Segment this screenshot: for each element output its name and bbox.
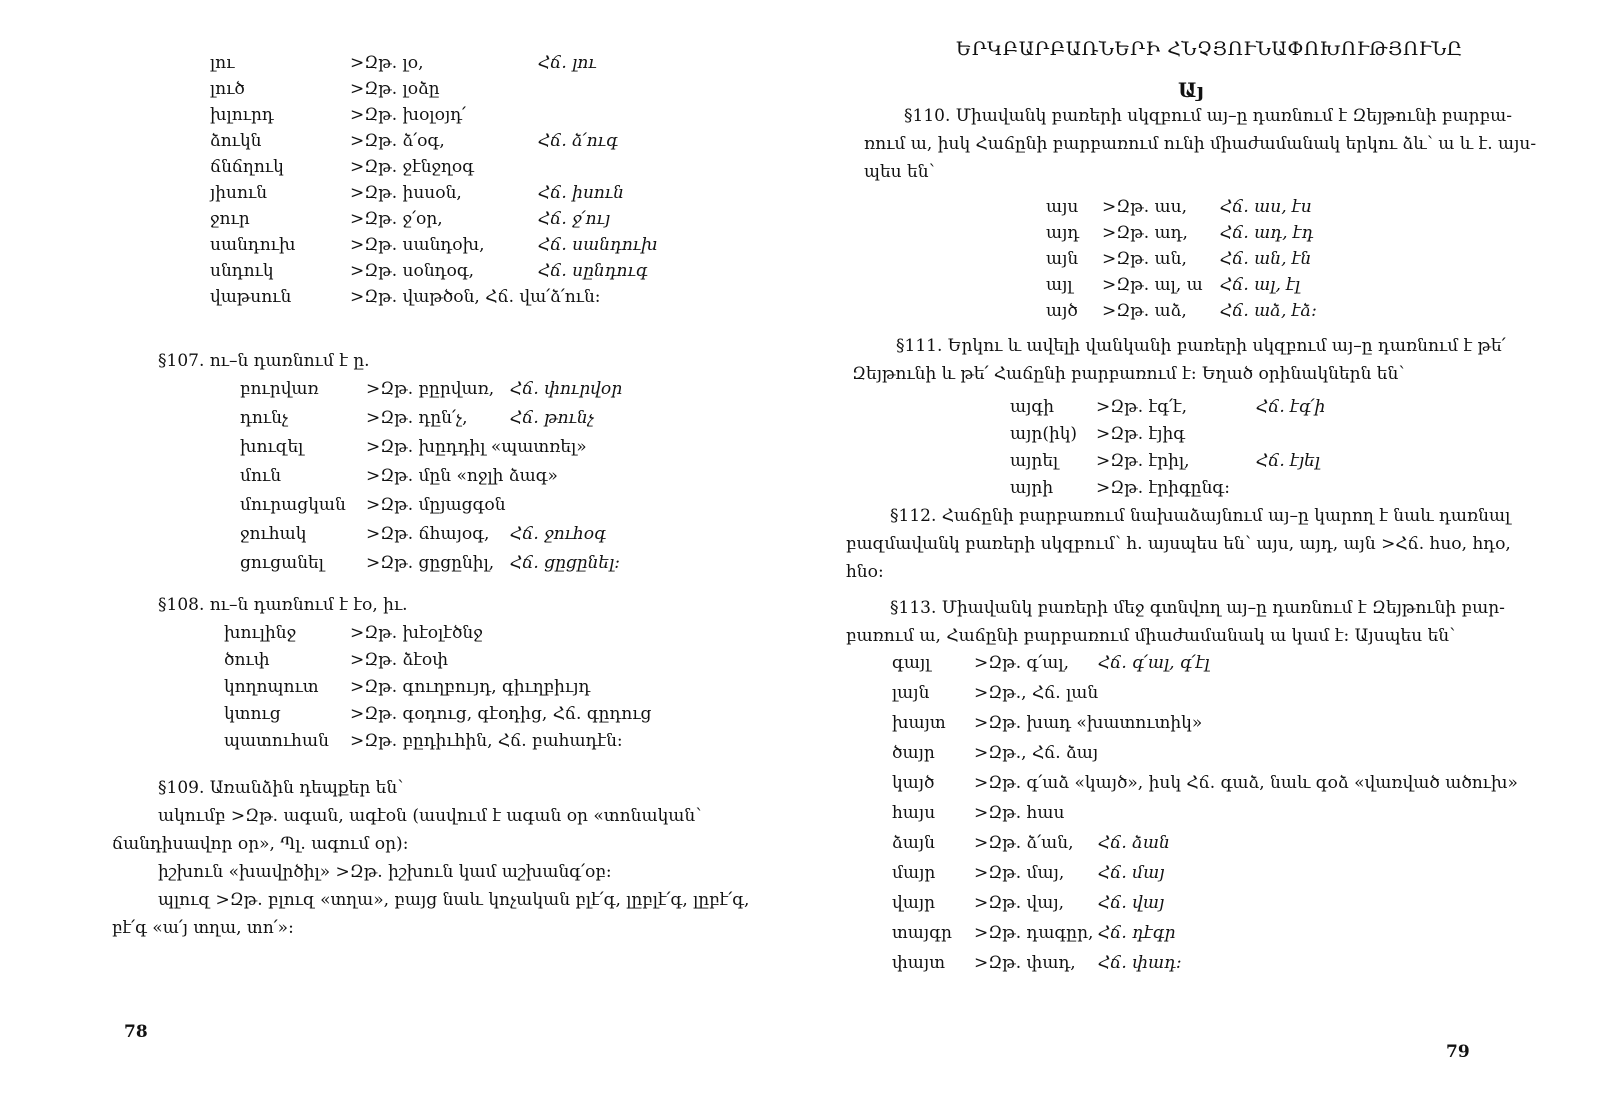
word-row <box>210 260 810 282</box>
zeitun-form: >Զթ. իսսօն, <box>350 183 462 203</box>
headword: պատուհան <box>224 731 329 751</box>
zeitun-form: >Զթ. էյիգ <box>1096 424 1186 444</box>
word-row <box>892 652 1492 674</box>
zeitun-form: >Զթ. ջ՛օր, <box>350 209 443 229</box>
headword: ծուփ <box>224 650 270 670</box>
word-row <box>892 712 1492 734</box>
headword: այրել <box>1010 451 1059 471</box>
hadjin-form: Հճ. թունչ <box>510 408 594 428</box>
hadjin-form: Հճ. մայ <box>1098 863 1165 883</box>
zeitun-form: >Զթ. խադ «խատուտիկ» <box>974 713 1203 733</box>
zeitun-form: >Զթ. խէօլէծնջ <box>350 623 483 643</box>
hadjin-form: Հճ. ադ, էդ <box>1220 223 1314 243</box>
headword: այս <box>1046 197 1079 217</box>
headword: լուծ <box>210 79 245 99</box>
hadjin-form: Հճ. էգ՛ի <box>1256 397 1326 417</box>
hadjin-form: Հճ. աս, էս <box>1220 197 1312 217</box>
word-row <box>1046 248 1601 270</box>
zeitun-form: >Զթ. գուղբույդ, գիւղբիւյդ <box>350 677 591 697</box>
word-row <box>1046 196 1601 218</box>
headword: խուզել <box>240 437 304 457</box>
zeitun-form: >Զթ. խըդդիլ «պատռել» <box>366 437 587 457</box>
headword: խայտ <box>892 713 946 733</box>
headword: ճնճղուկ <box>210 157 284 177</box>
section-109-paragraph <box>112 774 749 942</box>
zeitun-form: >Զթ. էգ՛է, <box>1096 397 1187 417</box>
word-row <box>224 622 824 644</box>
zeitun-form: >Զթ. ցըցընիլ, <box>366 553 495 573</box>
word-row <box>210 104 810 126</box>
zeitun-form: >Զթ. հաս <box>974 803 1065 823</box>
word-row <box>240 494 840 516</box>
hadjin-form: Հճ. ձան <box>1098 833 1170 853</box>
zeitun-form: >Զթ., Հճ. ձայ <box>974 743 1099 763</box>
zeitun-form: >Զթ. ձէօփ <box>350 650 449 670</box>
zeitun-form: >Զթ. սօնդօգ, <box>350 261 475 281</box>
zeitun-form: >Զթ. գօդուց, գէօդից, Հճ. գըդուց <box>350 704 652 724</box>
right-page <box>800 0 1601 1114</box>
text-line: ակումբ >Զթ. ագան, ագէօն (ասվում է ագան օր «տոնական՝ <box>158 806 702 826</box>
word-row <box>892 862 1492 884</box>
hadjin-form: Հճ. սընդուգ <box>538 261 648 281</box>
headword: խլուրդ <box>210 105 274 125</box>
word-row <box>1046 300 1601 322</box>
headword: ձուկն <box>210 131 262 151</box>
word-row <box>892 922 1492 944</box>
headword: կայծ <box>892 773 935 793</box>
hadjin-form: Հճ. սանդուխ <box>538 235 658 255</box>
word-row <box>240 378 840 400</box>
headword: յիսուն <box>210 183 268 203</box>
zeitun-form: >Զթ. աս, <box>1102 197 1188 217</box>
headword: մուն <box>240 466 282 486</box>
hadjin-form: Հճ. լու <box>538 53 597 73</box>
zeitun-form: >Զթ. մըյացգօն <box>366 495 506 515</box>
hadjin-form: Հճ. ան, էն <box>1220 249 1312 269</box>
text-line: պես են՝ <box>864 162 935 182</box>
hadjin-form: Հճ. վայ <box>1098 893 1165 913</box>
headword: բուրվառ <box>240 379 319 399</box>
headword: այրի <box>1010 478 1054 498</box>
headword: վաթսուն <box>210 287 292 307</box>
zeitun-form: >Զթ. ադ, <box>1102 223 1188 243</box>
headword: այր(իկ) <box>1010 424 1078 444</box>
word-row <box>210 52 810 74</box>
zeitun-form: >Զթ. վաթծօն, Հճ. վա՛ձ՛ուն: <box>350 287 601 307</box>
word-row <box>892 802 1492 824</box>
headword: լու <box>210 53 235 73</box>
word-row <box>224 703 824 725</box>
zeitun-form: >Զթ. գ՛աձ «կայծ», իսկ Հճ. գաձ, նաև գօձ «վառված ածուխ» <box>974 773 1518 793</box>
word-row <box>892 682 1492 704</box>
word-row <box>240 465 840 487</box>
zeitun-form: >Զթ. սանդօխ, <box>350 235 485 255</box>
word-row <box>240 552 840 574</box>
headword: այծ <box>1046 301 1078 321</box>
headword: այլ <box>1046 275 1073 295</box>
zeitun-form: >Զթ. ջէնջղօգ <box>350 157 475 177</box>
word-row <box>1010 450 1601 472</box>
hadjin-form: Հճ. դէգր <box>1098 923 1176 943</box>
headword: վայր <box>892 893 936 913</box>
headword: ջուր <box>210 209 250 229</box>
headword: սնդուկ <box>210 261 274 281</box>
chapter-subtitle: Այ <box>1178 78 1205 102</box>
zeitun-form: >Զթ. վայ, <box>974 893 1065 913</box>
zeitun-form: >Զթ. դագըր, <box>974 923 1094 943</box>
headword: այգի <box>1010 397 1054 417</box>
word-row <box>1046 274 1601 296</box>
zeitun-form: >Զթ. դըն՛չ, <box>366 408 468 428</box>
word-row <box>240 523 840 545</box>
hadjin-form: Հճ. փադ: <box>1098 953 1182 973</box>
word-row <box>210 208 810 230</box>
text-line: §111. Երկու և ավելի վանկանի բառերի սկզբում այ–ը դառնում է թե՛ <box>896 336 1506 356</box>
zeitun-form: >Զթ. գ՛ալ, <box>974 653 1069 673</box>
page-number: 79 <box>1446 1042 1470 1062</box>
word-row <box>210 130 810 152</box>
headword: դունչ <box>240 408 289 428</box>
zeitun-form: >Զթ., Հճ. լան <box>974 683 1099 703</box>
hadjin-form: Հճ. գ՛ալ, գ՛էլ <box>1098 653 1210 673</box>
left-page <box>0 0 800 1114</box>
section-108-heading: §108. ու–ն դառնում է էօ, իւ. <box>158 595 408 615</box>
headword: հայս <box>892 803 936 823</box>
zeitun-form: >Զթ. մայ, <box>974 863 1065 883</box>
word-row <box>892 832 1492 854</box>
hadjin-form: Հճ. փուրվօր <box>510 379 623 399</box>
word-row <box>224 676 824 698</box>
headword: լայն <box>892 683 930 703</box>
word-row <box>1046 222 1601 244</box>
hadjin-form: Հճ. ջուհօգ <box>510 524 606 544</box>
zeitun-form: >Զթ. ձ՛օգ, <box>350 131 445 151</box>
word-row <box>224 649 824 671</box>
headword: գայլ <box>892 653 931 673</box>
headword: ծայր <box>892 743 935 763</box>
word-row <box>210 78 810 100</box>
headword: մուրացկան <box>240 495 346 515</box>
headword: այն <box>1046 249 1079 269</box>
text-line: հնօ: <box>846 562 884 582</box>
chapter-title: ԵՐԿԲԱՐԲԱՌՆԵՐԻ ՀՆՉՅՈՒՆԱՓՈԽՈՒԹՅՈՒՆԸ <box>956 38 1463 60</box>
headword: փայտ <box>892 953 945 973</box>
word-row <box>240 407 840 429</box>
word-row <box>1010 423 1601 445</box>
zeitun-form: >Զթ. խօլօյդ՛ <box>350 105 466 125</box>
headword: խուլինջ <box>224 623 297 643</box>
section-112-paragraph <box>846 502 1511 586</box>
text-line: բէ՛գ «ա՛յ տղա, տո՛»: <box>112 918 294 938</box>
text-line: Զեյթունի և թե՛ Հաճընի բարբառում է: Եղած օրինակներն են՝ <box>852 364 1405 384</box>
zeitun-form: >Զթ. էրիլ, <box>1096 451 1190 471</box>
section-107-heading: §107. ու–ն դառնում է ը. <box>158 351 370 371</box>
headword: այդ <box>1046 223 1080 243</box>
zeitun-form: >Զթ. բըրվառ, <box>366 379 495 399</box>
headword: կողոպուտ <box>224 677 319 697</box>
hadjin-form: Հճ. ձ՛ուգ <box>538 131 618 151</box>
hadjin-form: Հճ. իսուն <box>538 183 624 203</box>
text-line: §112. Հաճընի բարբառում նախաձայնում այ–ը կարող է նաև դառնալ <box>890 506 1511 526</box>
zeitun-form: >Զթ. ձ՛ան, <box>974 833 1074 853</box>
zeitun-form: >Զթ. բըդիւհին, Հճ. բահադէն: <box>350 731 623 751</box>
zeitun-form: >Զթ. ճհայօգ, <box>366 524 490 544</box>
text-line: բառում ա, Հաճընի բարբառում միաժամանակ ա կամ է: Այսպես են՝ <box>846 626 1456 646</box>
section-110-paragraph <box>864 102 1536 186</box>
word-row <box>224 730 824 752</box>
page-number: 78 <box>124 1022 148 1042</box>
word-row <box>210 156 810 178</box>
word-row <box>210 286 810 308</box>
zeitun-form: >Զթ. լօձը <box>350 79 440 99</box>
zeitun-form: >Զթ. լօ, <box>350 53 424 73</box>
headword: սանդուխ <box>210 235 296 255</box>
headword: ջուհակ <box>240 524 307 544</box>
text-line: §109. Առանձին դեպքեր են՝ <box>158 778 404 798</box>
zeitun-form: >Զթ. աձ, <box>1102 301 1187 321</box>
hadjin-form: Հճ. ալ, էլ <box>1220 275 1301 295</box>
headword: տայգր <box>892 923 952 943</box>
headword: կտուց <box>224 704 281 724</box>
section-111-paragraph <box>852 332 1506 388</box>
zeitun-form: >Զթ. փադ, <box>974 953 1076 973</box>
text-line: պլուզ >Զթ. բլուզ «տղա», բայց նաև կոչական բլէ՛գ, լըբլէ՛գ, լըբէ՛գ, <box>158 890 750 910</box>
text-line: ռում ա, իսկ Հաճընի բարբառում ունի միաժամանակ երկու ձև՝ ա և է. այս- <box>864 134 1537 154</box>
zeitun-form: >Զթ. ան, <box>1102 249 1187 269</box>
word-row <box>210 234 810 256</box>
text-line: §110. Միավանկ բառերի սկզբում այ–ը դառնում է Զեյթունի բարբա- <box>904 106 1512 126</box>
hadjin-form: Հճ. ջ՛ույ <box>538 209 611 229</box>
text-line: իշխուն «խավրծիլ» >Զթ. իշխուն կամ աշխանգ՛օբ: <box>158 862 612 882</box>
hadjin-form: Հճ. էյել <box>1256 451 1320 471</box>
zeitun-form: >Զթ. ալ, ա <box>1102 275 1203 295</box>
word-row <box>1010 396 1601 418</box>
word-row <box>892 742 1492 764</box>
word-row <box>892 892 1492 914</box>
hadjin-form: Հճ. ցըցընել: <box>510 553 621 573</box>
headword: մայր <box>892 863 936 883</box>
zeitun-form: >Զթ. էրիգընգ: <box>1096 478 1230 498</box>
word-row <box>210 182 810 204</box>
text-line: ճանդիսավոր օր», Պլ. ագում օր): <box>112 834 409 854</box>
word-row <box>1010 477 1601 499</box>
zeitun-form: >Զթ. մըն «ոջլի ձագ» <box>366 466 558 486</box>
word-row <box>892 952 1492 974</box>
headword: ցուցանել <box>240 553 324 573</box>
section-113-paragraph <box>846 594 1505 650</box>
word-row <box>892 772 1518 794</box>
hadjin-form: Հճ. աձ, էձ: <box>1220 301 1317 321</box>
word-row <box>240 436 840 458</box>
headword: ձայն <box>892 833 935 853</box>
text-line: §113. Միավանկ բառերի մեջ գտնվող այ–ը դառնում է Զեյթունի բար- <box>890 598 1505 618</box>
text-line: բազմավանկ բառերի սկզբում՝ հ. այսպես են՝ այս, այդ, այն >Հճ. հսօ, հդօ, <box>846 534 1511 554</box>
